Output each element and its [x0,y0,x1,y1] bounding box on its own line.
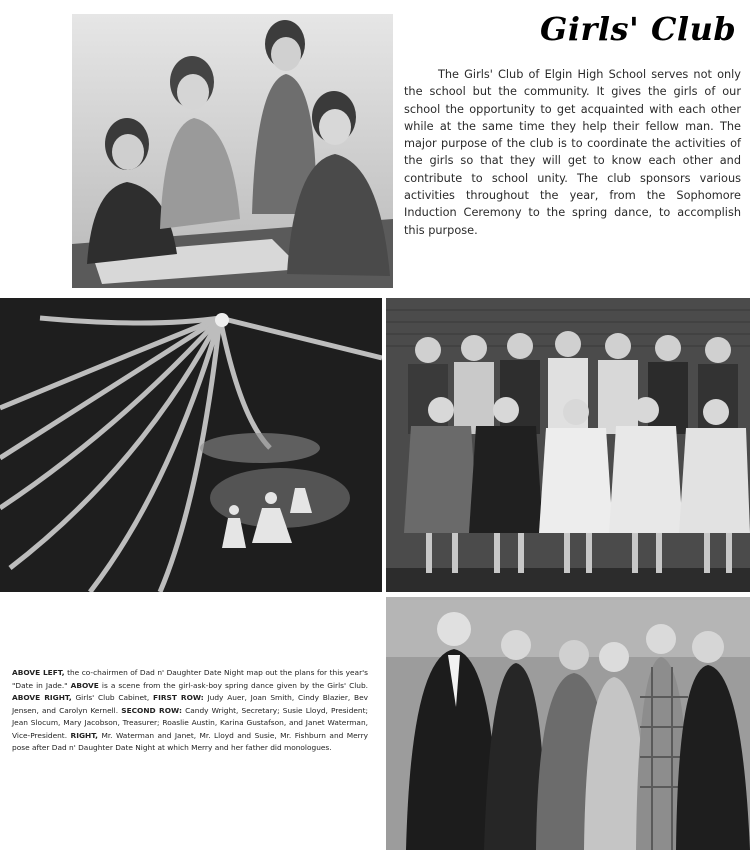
page-title: Girls' Club [540,10,737,48]
caption-right-text: Mr. Waterman and Janet, Mr. Lloyd and Susie, Mr. Fishburn and Merry pose after Dad n' Daughter Date Night at which Merry and her father did monologues. [12,730,369,752]
caption-above-label: ABOVE [70,680,99,690]
photo-fathers-daughters [386,597,750,850]
caption-above-text: is a scene from the girl-ask-boy spring dance given by the Girls' Club. [98,680,369,690]
photo-cochairs [72,14,393,288]
photo-spring-dance [0,298,382,592]
caption-second-row-text: Candy Wright, Secretary; Susie Lloyd, President; Jean Slocum, Mary Jacobson, Treasurer; Roaslie Austin, Karina Gustafson, and Janet Waterman, Vice-President. [12,705,368,740]
caption-first-row-label: FIRST ROW: [153,693,204,702]
caption-second-row-label: SECOND ROW: [121,705,182,715]
caption-above-left-text: the co-chairmen of Dad n' Daughter Date Night map out the plans for this year's "Date in Jade." [12,668,368,690]
caption-right-label: RIGHT, [70,730,98,740]
caption-above-left-label: ABOVE LEFT, [12,668,65,677]
caption-above-right-text: Girls' Club Cabinet, [71,693,154,702]
caption-first-row-text: Judy Auer, Joan Smith, Cindy Blazier, Bev Jensen, and Carolyn Kernell. [12,693,368,715]
photo-club-cabinet [386,298,750,592]
intro-paragraph: The Girls' Club of Elgin High School serves not only the school but the community. It gives the girls of our school the opportunity to get acquainted with each other while at the same time they help their fellow man. The major purpose of the club is to coordinate the activities of the girls so that they will get to know each other and contribute to school unity. The club sponsors various activities throughout the year, from the Sophomore Induction Ceremony to the spring dance, to accomplish this purpose. [404,68,741,237]
caption-above-right-label: ABOVE RIGHT, [12,693,72,702]
photo-caption [12,667,368,755]
